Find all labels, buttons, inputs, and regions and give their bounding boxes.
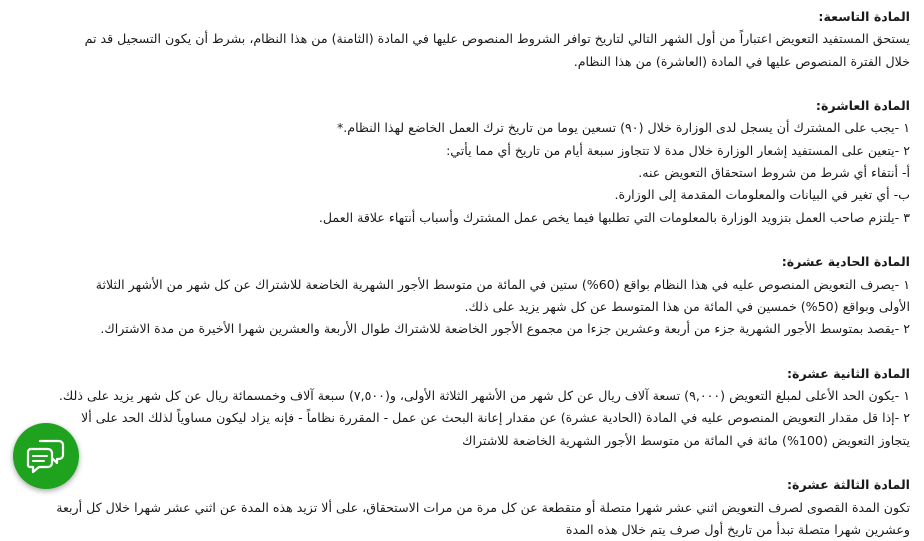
article-line: الأولى وبواقع (50%) خمسين في المائة من هذا المتوسط عن كل شهر يزيد على ذلك. (464, 298, 910, 314)
article-line: يتجاوز التعويض (100%) مائة في المائة من متوسط الأجور الشهرية الخاضعة للاشتراك (462, 432, 910, 448)
article-line: خلال الفترة المنصوص عليها في المادة (العاشرة) من هذا النظام. (573, 53, 910, 69)
article-heading: المادة الحادية عشرة: (781, 254, 910, 270)
chat-button[interactable] (13, 423, 79, 489)
article-10 (6, 95, 910, 229)
article-line: ٢ -يتعين على المستفيد إشعار الوزارة خلال مدة لا تتجاوز سبعة أيام من تاريخ أي مما يأتي: (446, 142, 910, 158)
article-9 (6, 6, 910, 73)
article-line: ١ -يجب على المشترك أن يسجل لدى الوزارة خلال (٩٠) تسعين يوما من تاريخ ترك العمل الخاضع لهذا النظام.* (336, 120, 910, 136)
article-line: تكون المدة القصوى لصرف التعويض اثني عشر شهرا متصلة أو متقطعة عن كل مرة من مرات الاستحقاق، على ألا تزيد هذه المدة عن اثني عشر شهرا خلال كل أربعة (56, 499, 910, 515)
article-line: ٢ -يقصد بمتوسط الأجور الشهرية جزء من أربعة وعشرين جزءا من مجموع الأجور الخاضعة للاشتراك طوال الأربعة والعشرين شهرا الأخيرة من مدة الاشتراك. (100, 321, 910, 337)
article-line: يستحق المستفيد التعويض اعتباراً من أول الشهر التالي لتاريخ توافر الشروط المنصوص عليها في المادة (الثامنة) من هذا النظام، بشرط أن يكون التسجيل قد تم (84, 31, 910, 47)
article-line: وعشرين شهرا متصلة تبدأ من تاريخ أول صرف يتم خلال هذه المدة (565, 521, 910, 537)
article-heading: المادة التاسعة: (818, 9, 910, 24)
article-line: ب- أي تغير في البيانات والمعلومات المقدمة إلى الوزارة. (614, 187, 910, 203)
article-line: ١ -يصرف التعويض المنصوص عليه في هذا النظام بواقع (60%) ستين في المائة من متوسط الأجور الشهرية الخاضعة للاشتراك عن كل شهر من الأشهر الثلاثة (95, 276, 910, 292)
article-heading: المادة الثانية عشرة: (786, 365, 910, 381)
article-heading: المادة الثالثة عشرة: (786, 477, 910, 493)
article-line: ٣ -يلتزم صاحب العمل بتزويد الوزارة بالمعلومات التي تطلبها فيما يخص عمل المشترك وأسباب أنتهاء علاقة العمل. (318, 209, 910, 225)
article-heading: المادة العاشرة: (815, 98, 910, 114)
chat-bubbles-icon (26, 438, 66, 474)
article-line: أ- أنتفاء أي شرط من شروط استحقاق التعويض عنه. (638, 165, 910, 181)
article-12 (6, 363, 910, 452)
article-13 (6, 474, 910, 541)
article-line: ٢ -إذا قل مقدار التعويض المنصوص عليه في المادة (الحادية عشرة) عن مقدار إعانة البحث عن عمل - المقررة نظاماً - فإنه يزاد ليكون مساوياً لذلك الحد على ألا (81, 410, 910, 426)
article-line: ١ -يكون الحد الأعلى لمبلغ التعويض (٩,٠٠٠) تسعة آلاف ريال عن كل شهر من الأشهر الثلاثة الأولى، و(٧,٥٠٠) سبعة آلاف وخمسمائة ريال عن كل شهر يزيد على ذلك. (58, 388, 910, 404)
article-11 (6, 251, 910, 340)
